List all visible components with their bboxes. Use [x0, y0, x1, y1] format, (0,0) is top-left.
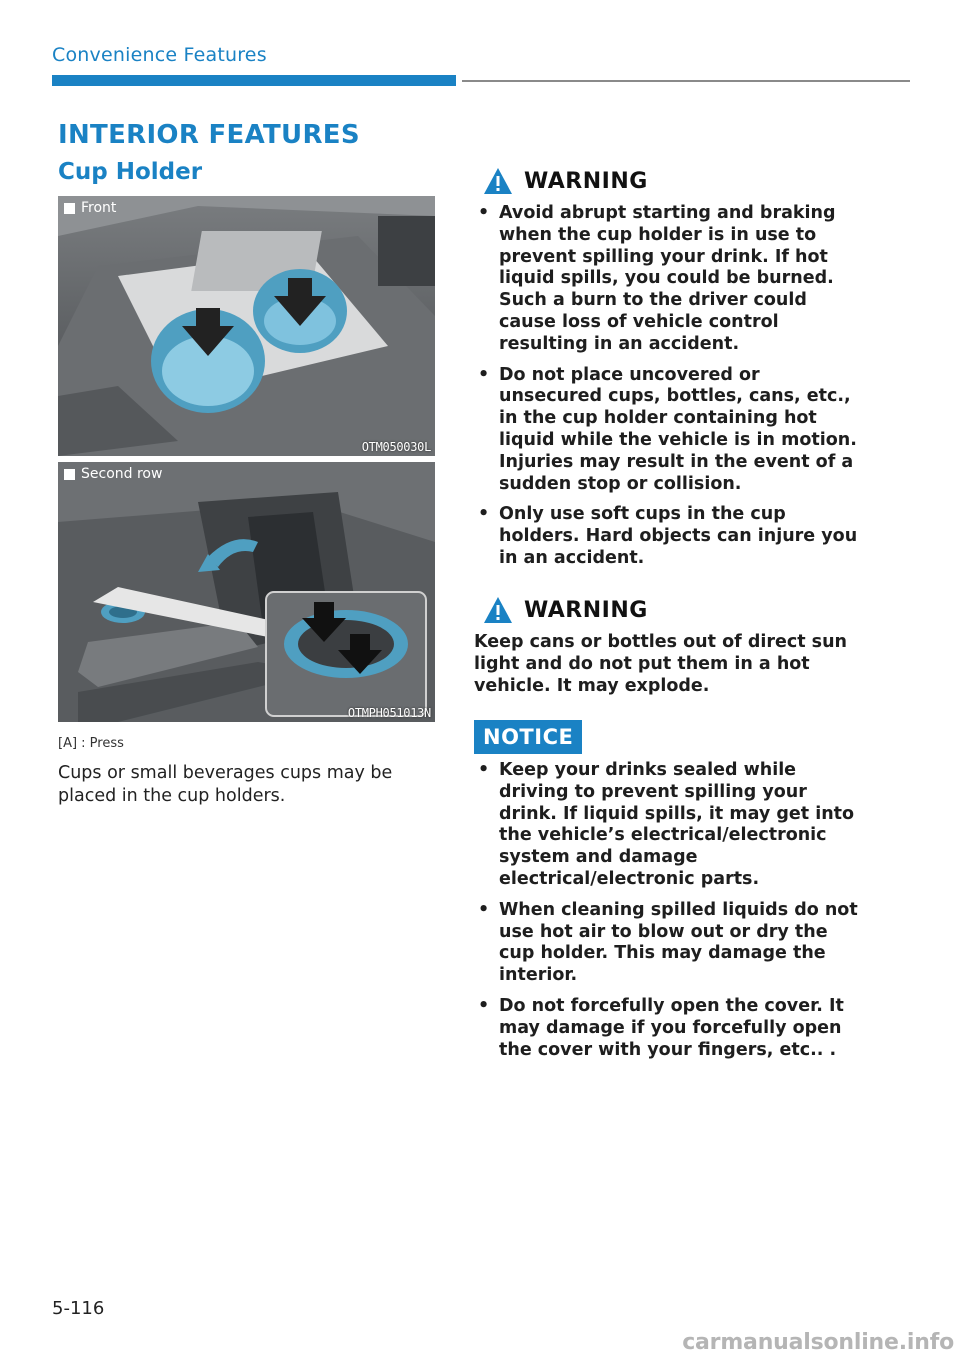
subsection-title: Cup Holder	[58, 159, 203, 185]
figure-label	[64, 466, 162, 482]
page-number: 5-116	[52, 1298, 105, 1319]
figure-label-text: Second row	[81, 466, 163, 482]
warning-item: • Do not place uncovered or unsecured cups, bottles, cans, etc., in the cup holder containing hot liquid while the vehicle is in motion. Injuries may result in the event of a sudden stop or collision.	[478, 365, 868, 496]
second-row-cup-holder-illustration	[58, 462, 435, 722]
header-rule	[462, 80, 910, 82]
warning-paragraph: Keep cans or bottles out of direct sun light and do not put them in a hot vehicle. It may explode.	[474, 632, 848, 696]
front-cup-holder-figure	[58, 196, 435, 456]
warning-list	[478, 203, 868, 579]
warning-triangle-icon	[482, 595, 514, 625]
warning-item: • Avoid abrupt starting and braking when the cup holder is in use to prevent spilling your drink. If hot liquid spills, you could be burned. Such a burn to the driver could cause loss of vehicle control resulting in an accident.	[478, 203, 868, 356]
front-cup-holder-illustration	[58, 196, 435, 456]
watermark: carmanualsonline.info	[682, 1330, 954, 1355]
figure-label	[64, 200, 116, 216]
body-paragraph: Cups or small beverages cups may be placed in the cup holders.	[58, 763, 393, 806]
warning-heading	[482, 595, 648, 625]
warning-triangle-icon	[482, 166, 514, 196]
square-bullet-icon	[64, 203, 75, 214]
warning-title: WARNING	[524, 597, 648, 623]
notice-item: • When cleaning spilled liquids do not use hot air to blow out or dry the cup holder. This may damage the interior.	[478, 900, 868, 987]
warning-heading	[482, 166, 648, 196]
square-bullet-icon	[64, 469, 75, 480]
figure-caption: [A] : Press	[58, 736, 124, 751]
warning-item: • Only use soft cups in the cup holders. Hard objects can injure you in an accident.	[478, 504, 868, 569]
warning-title: WARNING	[524, 168, 648, 194]
notice-item: • Do not forcefully open the cover. It may damage if you forcefully open the cover with your fingers, etc.. .	[478, 996, 868, 1061]
chapter-title: Convenience Features	[52, 44, 267, 66]
notice-item: • Keep your drinks sealed while driving to prevent spilling your drink. If liquid spills, it may get into the vehicle’s electrical/electronic system and damage electrical/electronic parts.	[478, 760, 868, 891]
figure-code: OTM050030L	[361, 440, 431, 454]
section-title: INTERIOR FEATURES	[58, 120, 360, 150]
header-bar	[52, 75, 456, 86]
figure-label-text: Front	[81, 200, 117, 216]
notice-list	[478, 760, 868, 1070]
notice-badge: NOTICE	[474, 720, 582, 754]
figure-code: OTMPH051013N	[347, 706, 431, 720]
second-row-cup-holder-figure	[58, 462, 435, 722]
